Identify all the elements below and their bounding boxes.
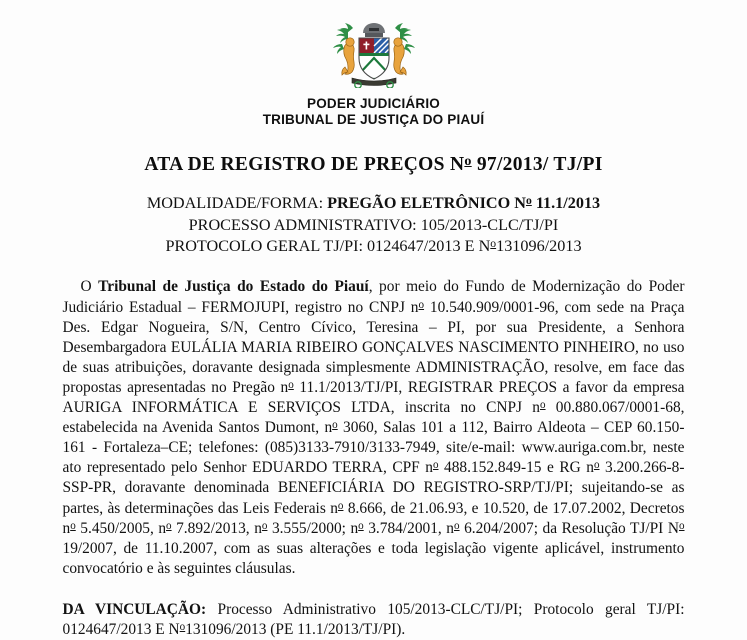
organization-header — [0, 96, 747, 129]
vinculacao-text: Processo Administrativo 105/2013-CLC/TJ/PI; Protocolo geral TJ/PI: 0124647/2013 E $N^o131096/2013$ (PE 11.1/2013/TJ/PI). — [62, 600, 685, 638]
page-title-text: ATA DE REGISTRO DE PREÇOS $N^o$ 97/2013/ TJ/PI — [144, 152, 603, 175]
ordinal-indicator: o — [678, 519, 685, 532]
paragraph-vinculacao — [63, 600, 685, 640]
ordinal-indicator: o — [332, 419, 338, 432]
ordinal-indicator: o — [70, 519, 76, 532]
modality-label: MODALIDADE/FORMA: — [146, 194, 324, 213]
ordinal-indicator: o — [337, 499, 344, 512]
coat-of-arms-icon — [328, 22, 420, 88]
ordinal-indicator: o — [454, 519, 460, 532]
paragraph-main — [63, 277, 685, 578]
ordinal-indicator: o — [288, 378, 294, 391]
body-text-block — [63, 277, 685, 640]
ordinal-indicator: o — [261, 519, 268, 532]
page-title — [0, 153, 747, 176]
paragraph-main-rest: , por meio do Fundo de Modernização do Poder Judiciário Estadual – FERMOJUPI, registro no CNPJ $n^o$ 10.540.909/0001-96, com sede na Praça Des. Edgar Nogueira, S/N, Centro Cívico, Teresina – PI, por sua Presidente, a Senhora Desembargadora EULÁLIA MARIA RIBEIRO GONÇALVES NASCIMENTO PINHEIRO, no uso de suas atribuições, doravante designada simplesmente ADMINISTRAÇÃO, resolve, em face das propostas apresentadas no Pregão $n^o$ 11.1/2013/TJ/PI, REGISTRAR PREÇOS a favor da empresa AURIGA INFORMÁTICA E SERVIÇOS LTDA, inscrita no CNPJ $n^o$ 00.880.067/0001-68, estabelecida na Avenida Santos Dumont, $n^o$ 3060, Salas 101 a 112, Bairro Aldeota – CEP 60.150-161 - Fortaleza–CE; telefones: (085)3133-7910/3133-7949, site/e-mail: www.auriga.com.br, neste ato representado pelo Senhor EDUARDO TERRA, CPF $n^o$ 488.152.849-15 e RG $n^o$ 3.200.266-8-SSP-PR, doravante denominada BENEFICIÁRIA DO REGISTRO-SRP/TJ/PI; sujeitando-se as partes, às determinações das Leis Federais $n^o$ 8.666, de 21.06.93, e 10.520, de 17.07.2002, Decretos $n^o$ 5.450/2005, $n^o$ 7.892/2013, $n^o$ 3.555/2000; $n^o$ 3.784/2001, $n^o$ 6.204/2007; da Resolução TJ/PI $N^o$ 19/2007, de 11.10.2007, com as suas alterações e toda legislação vigente aplicável, instrumento convocatório e às seguintes cláusulas. — [62, 278, 685, 577]
subtitle-block — [0, 193, 747, 258]
modality-value: PREGÃO ELETRÔNICO $N^o$ 11.1/2013 — [327, 193, 601, 213]
paragraph-main-lead-bold: Tribunal de Justiça do Estado do Piauí — [98, 278, 369, 296]
ordinal-indicator: o — [179, 621, 186, 633]
ordinal-indicator: o — [593, 459, 600, 472]
subtitle-process: PROCESSO ADMINISTRATIVO: 105/2013-CLC/TJ/PI — [188, 215, 559, 234]
ordinal-indicator: o — [540, 399, 546, 412]
ordinal-indicator: o — [418, 298, 425, 311]
crest-container — [0, 0, 747, 93]
paragraph-main-lead-prefix: O — [80, 278, 99, 296]
subtitle-modality — [0, 193, 747, 215]
subtitle-protocol: PROTOCOLO GERAL TJ/PI: 0124647/2013 E $N^o131096/2013$ — [165, 236, 582, 256]
ordinal-indicator: o — [166, 519, 172, 532]
ordinal-indicator: o — [432, 459, 439, 472]
ordinal-indicator: o — [490, 236, 497, 250]
org-line-poder-judiciario: PODER JUDICIÁRIO — [307, 96, 440, 111]
org-line-tribunal: TRIBUNAL DE JUSTIÇA DO PIAUÍ — [262, 112, 485, 128]
ordinal-indicator: o — [358, 519, 364, 532]
vinculacao-heading: DA VINCULAÇÃO: — [62, 600, 207, 618]
ordinal-indicator: o — [464, 152, 472, 169]
ordinal-indicator: o — [525, 193, 532, 207]
